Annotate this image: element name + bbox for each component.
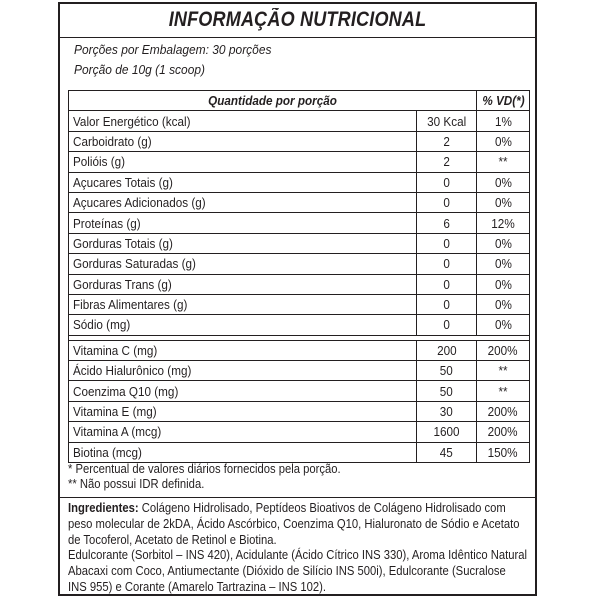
nutrient-name: Açucares Totais (g): [69, 172, 417, 192]
nutrient-vd: 12%: [477, 213, 530, 233]
nutrient-name: Valor Energético (kcal): [69, 111, 417, 131]
nutrient-amount: 1600: [417, 422, 477, 442]
nutrient-name: Sódio (mg): [69, 315, 417, 335]
nutrient-amount: 0: [417, 172, 477, 192]
nutrient-name: Polióis (g): [69, 152, 417, 172]
nutrient-vd: **: [477, 381, 530, 401]
nutrient-vd: 0%: [477, 172, 530, 192]
label-title: INFORMAÇÃO NUTRICIONAL: [168, 8, 427, 31]
nutrient-amount: 2: [417, 152, 477, 172]
header-quantity: Quantidade por porção: [69, 91, 477, 111]
nutrient-amount: 0: [417, 254, 477, 274]
nutrient-name: Proteínas (g): [69, 213, 417, 233]
nutrient-amount: 45: [417, 442, 477, 462]
serving-size: Porção de 10g (1 scoop): [74, 62, 205, 77]
additives-list: Edulcorante (Sorbitol – INS 420), Acidulante (Ácido Cítrico INS 330), Aroma Idêntico Natural Abacaxi com Coco, Antiumectante (Dióxido de Silício INS 500i), Edulcorante (Sucralose INS 955) e Corante (Amarelo Tartrazina – INS 102).: [68, 548, 527, 594]
nutrient-vd: 0%: [477, 294, 530, 314]
nutrient-vd: 200%: [477, 422, 530, 442]
table-row: [69, 254, 530, 274]
nutrient-amount: 200: [417, 340, 477, 360]
nutrient-amount: 0: [417, 294, 477, 314]
nutrient-vd: **: [477, 361, 530, 381]
nutrient-vd: 0%: [477, 131, 530, 151]
nutrient-name: Vitamina C (mg): [69, 340, 417, 360]
nutrient-amount: 6: [417, 213, 477, 233]
nutrient-name: Ácido Hialurônico (mg): [69, 361, 417, 381]
table-row: [69, 401, 530, 421]
ingredients-block: [68, 501, 527, 596]
header-vd: % VD(*): [477, 91, 530, 111]
nutrient-name: Açucares Adicionados (g): [69, 192, 417, 212]
nutrient-name: Coenzima Q10 (mg): [69, 381, 417, 401]
nutrient-name: Vitamina E (mg): [69, 401, 417, 421]
table-row: [69, 294, 530, 314]
ingredients-label: Ingredientes:: [68, 501, 139, 515]
nutrient-vd: 0%: [477, 254, 530, 274]
nutrient-vd: 0%: [477, 274, 530, 294]
nutrient-name: Vitamina A (mcg): [69, 422, 417, 442]
footnote-idr: ** Não possui IDR definida.: [68, 477, 205, 491]
title-divider: [60, 37, 535, 38]
table-row: [69, 152, 530, 172]
footnote-vd: * Percentual de valores diários fornecidos pela porção.: [68, 462, 341, 476]
table-header-row: [69, 91, 530, 111]
table-row: [69, 131, 530, 151]
table-row: [69, 340, 530, 360]
table-row: [69, 442, 530, 462]
nutrient-vd: 150%: [477, 442, 530, 462]
nutrient-amount: 0: [417, 192, 477, 212]
nutrient-vd: **: [477, 152, 530, 172]
servings-per-package: Porções por Embalagem: 30 porções: [74, 42, 272, 57]
nutrient-name: Gorduras Trans (g): [69, 274, 417, 294]
table-row: [69, 361, 530, 381]
nutrient-name: Gorduras Totais (g): [69, 233, 417, 253]
nutrient-amount: 0: [417, 274, 477, 294]
nutrient-vd: 0%: [477, 192, 530, 212]
nutrient-name: Carboidrato (g): [69, 131, 417, 151]
table-row: [69, 274, 530, 294]
nutrient-amount: 50: [417, 361, 477, 381]
ingredients-divider: [60, 497, 535, 498]
nutrient-amount: 30 Kcal: [417, 111, 477, 131]
table-row: [69, 381, 530, 401]
nutrient-vd: 200%: [477, 401, 530, 421]
table-row: [69, 315, 530, 335]
ingredients-list: Colágeno Hidrolisado, Peptídeos Bioativos de Colágeno Hidrolisado com peso molecular de 2kDA, Ácido Ascórbico, Coenzima Q10, Hialuronato de Sódio e Acetato de Tocoferol, Acetato de Retinol e Biotina.: [68, 501, 520, 547]
nutrient-vd: 0%: [477, 233, 530, 253]
table-row: [69, 192, 530, 212]
nutrient-amount: 0: [417, 315, 477, 335]
nutrient-amount: 0: [417, 233, 477, 253]
nutrient-vd: 200%: [477, 340, 530, 360]
nutrient-amount: 2: [417, 131, 477, 151]
nutrient-name: Fibras Alimentares (g): [69, 294, 417, 314]
table-row: [69, 213, 530, 233]
nutrient-amount: 50: [417, 381, 477, 401]
table-row: [69, 111, 530, 131]
nutrient-amount: 30: [417, 401, 477, 421]
nutrition-label: [58, 2, 537, 596]
nutrient-name: Gorduras Saturadas (g): [69, 254, 417, 274]
table-row: [69, 233, 530, 253]
nutrition-table: [68, 90, 530, 463]
nutrient-name: Biotina (mcg): [69, 442, 417, 462]
nutrient-vd: 0%: [477, 315, 530, 335]
nutrient-vd: 1%: [477, 111, 530, 131]
table-row: [69, 172, 530, 192]
table-row: [69, 422, 530, 442]
